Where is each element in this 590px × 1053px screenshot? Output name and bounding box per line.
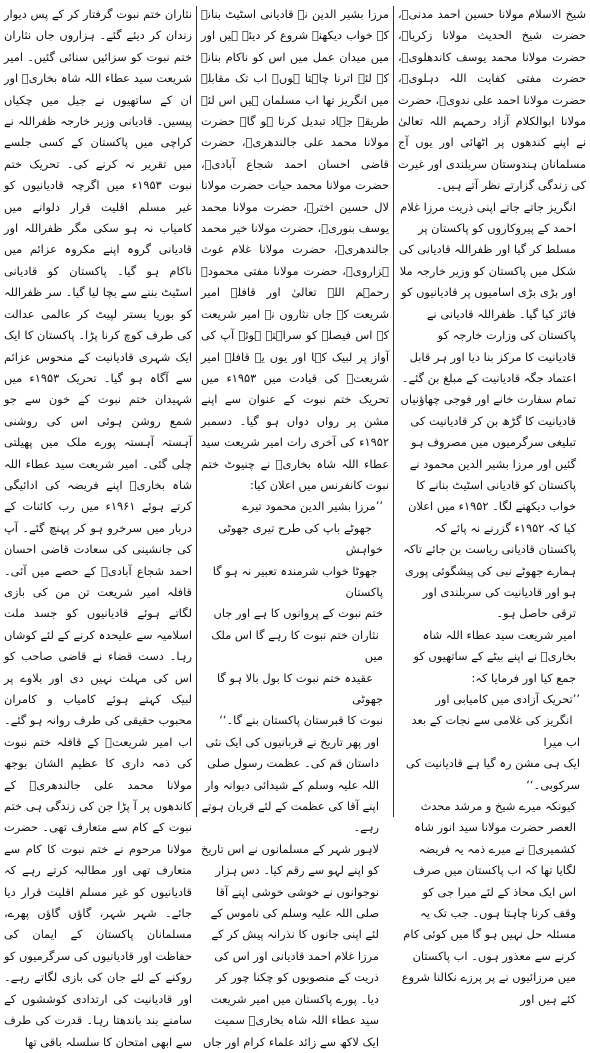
column-middle xyxy=(201,4,389,1049)
paragraph: لاہور شہر کے مسلمانوں نے اس تاریخ کو اپنے لہو سے رقم کیا۔ دس ہزار نوجوانوں نے خوشی خوشی اپنے آقا صلی اللہ علیہ وسلم کی ناموس کے لئے اپنی جانوں کا نذرانہ پیش کر کے مرزا غلام احمد قادیانی اور اس کی ذریت کے منصوبوں کو چکنا چور کر دیا۔ پورے پاکستان میں امیر شریعت سید عطاء اللہ شاہ بخاریؒ سمیت ایک لاکھ سے زائد علماء کرام اور جاں xyxy=(201,841,379,1049)
quote-line: جھوٹا خواب شرمندہ تعبیر نہ ہو گا پاکستان xyxy=(212,563,383,599)
quote-line: ’’تحریک آزادی میں کامیابی اور xyxy=(435,692,580,706)
quote-line: نثاران ختم نبوت کا رہے گا اس ملک میں xyxy=(211,627,383,664)
column-divider xyxy=(393,6,394,817)
paragraph: مرزا بشیر الدین نے قادیانی اسٹیٹ بنانے کے خواب دیکھنے شروع کر دیئے ہیں اور میں میدان عمل میں اس کو ناکام بنانے کے لئے اترنا چاہتا ہوں۔ اب تک مقابلے میں انگریز تھا اب مسلمان ہیں اس لئے طریقہ جہاد تبدیل کرنا ہو گا۔ حضرت مولانا محمد علی جالندھریؒ، حضرت قاضی احسان احمد شجاع آبادیؒ، حضرت مولانا محمد حیات حضرت مولانا لال حسین اخترؒ، حضرت مولانا محمد یوسف بنوریؒ، حضرت مولانا خیر محمد جالندھریؒ، حضرت مولانا غلام غوث ہزارویؒ، حضرت مولانا مفتی محمودؒ رحمہم اللہ تعالیٰ اور قافلہ امیر شریعت کے جاں نثاروں نے امیر شریعت کے اس فیصلے کو سراہتے ہوئے آپ کی آواز پر لبیک کہا اور یوں یہ قافلہ امیر شریعتؒ کی قیادت میں ۱۹۵۳ء میں تحریک ختم نبوت کے عنوان سے اپنے مشن پر رواں دواں ہو گیا۔ دسمبر ۱۹۵۲ء کی آخری رات امیر شریعت سید عطاء اللہ شاہ بخاریؒ نے چنیوٹ ختم نبوت کانفرنس میں اعلان کیا: xyxy=(201,7,389,492)
paragraph: اور پھر تاریخ نے قربانیوں کی ایک نئی داستان قم کی۔ عظمت رسول صلی اللہ علیہ وسلم کے شیدائی دیوانہ وار اپنے آقا کی عظمت کے لئے قربان ہوتے رہے۔ xyxy=(201,734,379,835)
quote-line: عقیدہ ختم نبوت کا بول بالا ہو گا جھوٹی xyxy=(216,670,383,706)
paragraph: امیر شریعت سید عطاء اللہ شاہ بخاریؒ نے اپنے بیٹے کے ساتھیوں کو جمع کیا اور فرمایا کہ: xyxy=(413,627,576,685)
quote-line: ختم نبوت کے پروانوں کا ہے اور جاں xyxy=(213,606,383,621)
column-divider xyxy=(196,6,197,817)
quote-line: نبوت کا قبرستان پاکستان بنے گا۔‘‘ xyxy=(219,713,383,728)
quote-line: ’’مرزا بشیر الدین محمود تیرے xyxy=(242,499,383,514)
paragraph: کیونکہ میرے شیخ و مرشد محدث العصر حضرت مولانا سید انور شاہ کشمیریؒ نے میرے ذمہ یہ فریضہ لگایا تھا کہ اب پاکستان میں صرف اس ایک محاذ کے لئے میرا جی کو وقف کرنا چاہتا ہوں۔ جب تک یہ مسئلہ حل نہیں ہو گا میں کوئی کام کرنے سے معذور ہوں۔ اب پاکستان میں مرزائیوں نے پر پرزے نکالنا شروع کئے ہیں اور xyxy=(401,799,576,1006)
quote-line: انگریز کی غلامی سے نجات کے بعد اب میرا xyxy=(411,713,580,749)
column-right xyxy=(398,4,586,1006)
paragraph: نثاران ختم نبوت گرفتار کر کے پس دیوار زندان کر دیئے گئے۔ ہزاروں جاں نثاران ختم نبوت کو سزائیں سنائی گئیں۔ امیر شریعت سید عطاء اللہ شاہ بخاریؒ اور ان کے ساتھیوں نے جیل میں چکیاں پیسیں۔ قادیانی وزیر خارجہ ظفراللہ نے کراچی میں پاکستان کے کسی جلسے میں تقریر نہ کرنے کی۔ تحریک ختم نبوت ۱۹۵۳ء میں اگرچہ قادیانیوں کو غیر مسلم اقلیت قرار دلوانے میں کامیاب نہ ہو سکی مگر ظفراللہ اور قادیانی گروہ اپنے مکروہ عزائم میں ناکام ہو گیا۔ پاکستان کو قادیانی اسٹیٹ بننے سے بچا لیا گیا۔ سر ظفراللہ کو بوریا بستر لپیٹ کر عالمی عدالت کی طرف کوچ کرنا پڑا۔ پاکستان کا ایک ایک شہری قادیانیت کے منحوس عزائم سے آگاہ ہو گیا۔ تحریک ۱۹۵۳ء میں شہیدان ختم نبوت کے خون سے جو شمع روشن ہوئی اس کی روشنی آہستہ آہستہ پورے ملک میں پھیلتی چلی گئی۔ امیر شریعت سید عطاء اللہ شاہ بخاریؒ اپنے فریضہ کی ادائیگی کرتے ہوئے ۱۹۶۱ء میں رب کائنات کے دربار میں سرخرو ہو کر پہنچ گئے۔ آپ کی جانشینی کی سعادت قاضی احسان احمد شجاع آبادیؒ کے حصے میں آئی۔ قافلہ امیر شریعت تن من کی بازی لگاتے ہوئے قادیانیوں کو جسد ملت اسلامیہ سے علیحدہ کرنے کے لئے کوشاں رہا۔ دست قضاء نے قاضی صاحب کو اس کی مہلت نہیں دی اور بلاوے پر لبیک کہتے ہوئے کامیاب و کامران محبوب حقیقی کی طرف روانہ ہو گئے۔ اب امیر شریعتؒ کے قافلہ ختم نبوت کی ذمہ داری کا عظیم الشان بوجھ مولانا محمد علی جالندھریؒ کے کاندھوں پر آ پڑا جن کی زندگی ہی ختم نبوت کے کام سے متعارف تھی۔ حضرت مولانا مرحوم نے ختم نبوت کا کام سے متعارف تھی اور مطالبہ کرتے رہے کہ قادیانیوں کو غیر مسلم اقلیت قرار دیا جائے۔ شہر شہر، گاؤں گاؤں پھرے، مسلمانان پاکستان کے ایمان کی حفاظت اور قادیانیوں کی سرگرمیوں کو روکنے کے لئے جان کی بازی لگاتے رہے۔ اور قادیانیت کی ارتدادی کوششوں کے سامنے بند باندھتا رہا۔ قدرت کی طرف سے ابھی امتحان کا سلسلہ باقی تھا xyxy=(4,7,192,1049)
quote-line: جھوٹے باپ کی طرح تیری جھوٹی خواہش xyxy=(218,520,383,557)
column-left xyxy=(4,4,192,1049)
quote-line: ایک ہی مشن رہ گیا ہے قادیانیت کی xyxy=(405,756,580,771)
quote-line: سرکوبی۔‘‘ xyxy=(526,777,580,792)
paragraph: انگریز جاتے جاتے اپنی ذریت مرزا غلام احمد کے پیروکاروں کو پاکستان پر مسلط کر گیا اور ظفراللہ قادیانی کی شکل میں پاکستان کو وزیر خارجہ ملا اور بڑی بڑی اسامیوں پر قادیانیوں کو فائز کیا گیا۔ ظفراللہ قادیانی نے پاکستان کی وزارت خارجہ کو قادیانیت کا مرکز بنا دیا اور ہر قابل اعتماد جگہ قادیانیت کے مبلغ بن گئے۔ تمام سفارت خانے اور فوجی چھاؤنیاں قادیانیت کا گڑھ بن کر قادیانیت کی تبلیغی سرگرمیوں میں مصروف ہو گئیں اور مرزا بشیر الدین محمود نے پاکستان کو قادیانی اسٹیٹ بنانے کا خواب دیکھنے لگا۔ ۱۹۵۲ء میں اعلان کیا کہ ۱۹۵۲ء گزرنے نہ پائے کہ پاکستان قادیانی ریاست بن جائے تاکہ ہمارے جھوٹے نبی کی پیشگوئی پوری ہو اور قادیانیت کی سربلندی اور ترقی حاصل ہو۔ xyxy=(398,199,576,621)
paragraph: شیخ الاسلام مولانا حسین احمد مدنیؒ، حضرت شیخ الحدیث مولانا زکریاؒ، حضرت مولانا محمد یوسف کاندھلویؒ، حضرت مفتی کفایت اللہ دہلویؒ، حضرت مولانا احمد علی ندویؒ، حضرت مولانا ابوالکلام آزاد رحمہم اللہ تعالیٰ نے اپنے کندھوں پر اٹھائی اور یوں آج مسلمانان ہندوستان سربلندی اور غیرت کی زندگی گزارتے نظر آتے ہیں۔ xyxy=(398,7,586,193)
